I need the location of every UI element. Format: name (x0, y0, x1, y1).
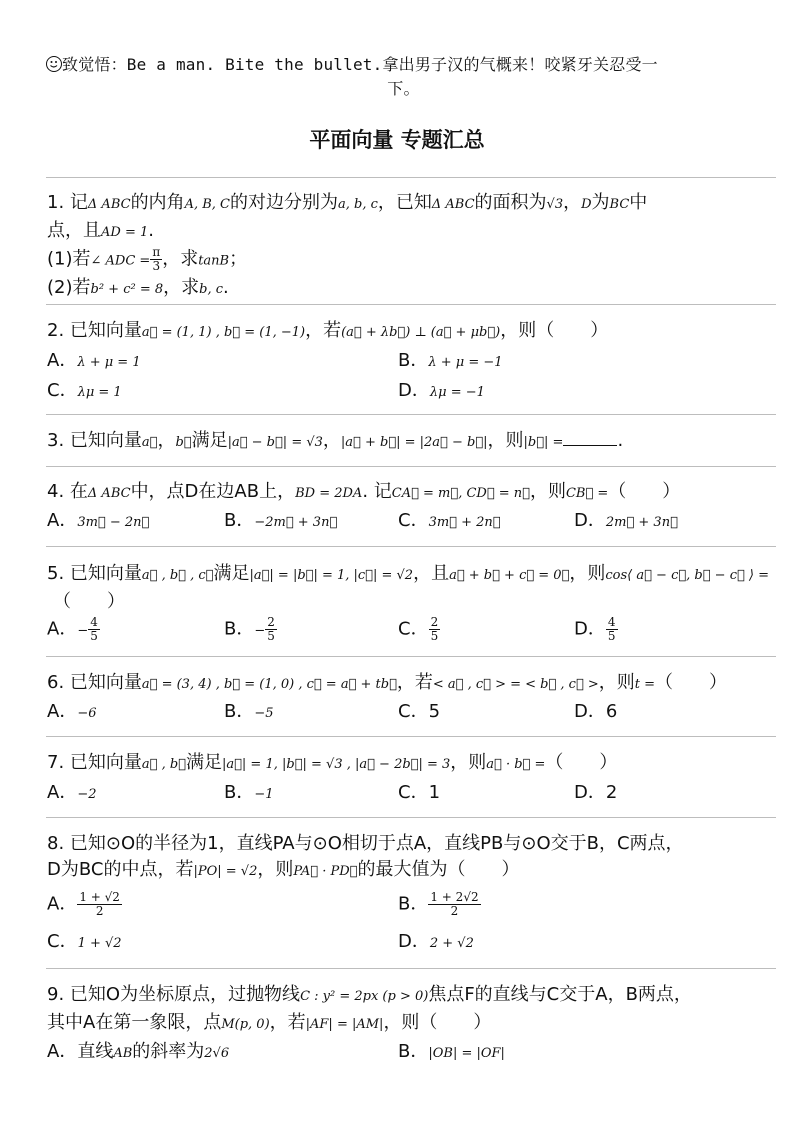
question-2-stem: 2. 已知向量a⃗ = (1, 1) , b⃗ = (1, −1)，若(a⃗ + λb⃗) ⊥ (a⃗ + μb⃗)，则（ ） (47, 320, 609, 341)
fraction: $\frac{\pi}{3}$ (152, 245, 161, 273)
question-7 (47, 750, 777, 778)
divider (46, 177, 776, 178)
divider (46, 736, 776, 737)
question-8-line-2: D为BC的中点，若|PO| = √2，则PA⃗ · PD⃗的最大值为（ ） (47, 859, 520, 880)
option-d[interactable]: D．λμ = −1 (398, 380, 485, 401)
option-b[interactable]: B．λ + μ = −1 (398, 350, 503, 371)
question-4 (47, 479, 777, 507)
question-5-answer-parens: （ ） (53, 591, 125, 612)
page-title: 平面向量 专题汇总 (309, 128, 485, 152)
option-b[interactable]: B．−2m⃗ + 3n⃗ (224, 510, 338, 531)
question-2 (47, 318, 777, 346)
question-1-part-2: (2)若b² + c² = 8，求b, c. (47, 276, 229, 298)
divider (46, 414, 776, 415)
option-a[interactable]: A．−2 (47, 782, 97, 803)
motto-line-1: 致觉悟：Be a man. Bite the bullet.拿出男子汉的气概来！咬紧牙关忍受一 (62, 55, 658, 74)
motto-line-2: 下。 (387, 79, 420, 98)
answer-blank[interactable] (563, 429, 617, 446)
question-5-stem: 5. 已知向量a⃗ , b⃗ , c⃗满足|a⃗| = |b⃗| = 1, |c⃗| = √2，且a⃗ + b⃗ + c⃗ = 0⃗，则cos⟨ a⃗ − c⃗, b⃗ − c⃗ ⟩ = (47, 563, 770, 584)
option-b[interactable]: B．− $\frac{2}{5}$ (224, 615, 275, 643)
question-3-stem: 3. 已知向量a⃗，b⃗满足|a⃗ − b⃗| = √3，|a⃗ + b⃗| = |2a⃗ − b⃗|，则|b⃗| = . (47, 430, 624, 451)
option-a[interactable]: A．λ + μ = 1 (47, 350, 141, 371)
smiley-icon (46, 56, 62, 72)
option-a[interactable]: A．直线AB的斜率为2√6 (47, 1041, 230, 1062)
option-a[interactable]: A．3m⃗ − 2n⃗ (47, 510, 150, 531)
option-d[interactable]: D．2m⃗ + 3n⃗ (574, 510, 678, 531)
option-c[interactable]: C． $\frac{2}{5}$ (398, 615, 439, 643)
question-1-line-1: 1. 记Δ ABC的内角A, B, C的对边分别为a, b, c，已知Δ ABC的面积为√3，D为BC中 (47, 192, 648, 213)
option-a[interactable]: A． $\frac{1 + √2}{2}$ (47, 890, 120, 918)
option-d[interactable]: D．2 + √2 (398, 931, 474, 952)
question-3 (47, 428, 777, 456)
option-a[interactable]: A．−6 (47, 701, 97, 722)
question-8-line-1: 8. 已知⊙O的半径为1，直线PA与⊙O相切于点A，直线PB与⊙O交于B，C两点， (47, 833, 684, 854)
option-b[interactable]: B． $\frac{1 + 2√2}{2}$ (398, 890, 479, 918)
option-a[interactable]: A．− $\frac{4}{5}$ (47, 615, 98, 643)
option-d[interactable]: D．2 (574, 782, 618, 803)
option-b[interactable]: B．|OB| = |OF| (398, 1041, 505, 1062)
question-9-line-1: 9. 已知O为坐标原点，过抛物线C : y² = 2px (p > 0)焦点F的直线与C交于A，B两点， (47, 984, 692, 1005)
question-1-part-1: (1)若∠ ADC = $\frac{\pi}{3}$ ，求tanB； (47, 245, 248, 273)
option-d[interactable]: D． $\frac{4}{5}$ (574, 615, 616, 643)
option-c[interactable]: C．5 (398, 701, 441, 722)
question-7-stem: 7. 已知向量a⃗ , b⃗满足|a⃗| = 1, |b⃗| = √3 , |a⃗ − 2b⃗| = 3，则a⃗ · b⃗ =（ ） (47, 752, 618, 773)
question-4-stem: 4. 在Δ ABC中，点D在边AB上，BD = 2DA. 记CA⃗ = m⃗, CD⃗ = n⃗，则CB⃗ =（ ） (47, 481, 681, 502)
divider (46, 546, 776, 547)
divider (46, 968, 776, 969)
divider (46, 817, 776, 818)
option-c[interactable]: C．1 (398, 782, 441, 803)
option-d[interactable]: D．6 (574, 701, 618, 722)
question-1-line-2: 点，且AD = 1. (47, 220, 154, 241)
divider (46, 656, 776, 657)
question-8 (47, 831, 777, 885)
divider (46, 304, 776, 305)
question-9 (47, 982, 777, 1038)
option-b[interactable]: B．−1 (224, 782, 274, 803)
option-b[interactable]: B．−5 (224, 701, 274, 722)
question-6-stem: 6. 已知向量a⃗ = (3, 4) , b⃗ = (1, 0) , c⃗ = a⃗ + tb⃗，若< a⃗ , c⃗ > = < b⃗ , c⃗ >，则t =（ ） (47, 672, 728, 693)
option-c[interactable]: C．1 + √2 (47, 931, 122, 952)
question-9-line-2: 其中A在第一象限，点M(p, 0)，若|AF| = |AM|，则（ ） (47, 1012, 492, 1033)
question-5 (47, 561, 777, 615)
question-6 (47, 670, 777, 698)
question-1 (47, 190, 777, 303)
motto (46, 53, 761, 101)
divider (46, 466, 776, 467)
option-c[interactable]: C．3m⃗ + 2n⃗ (398, 510, 501, 531)
option-c[interactable]: C．λμ = 1 (47, 380, 122, 401)
